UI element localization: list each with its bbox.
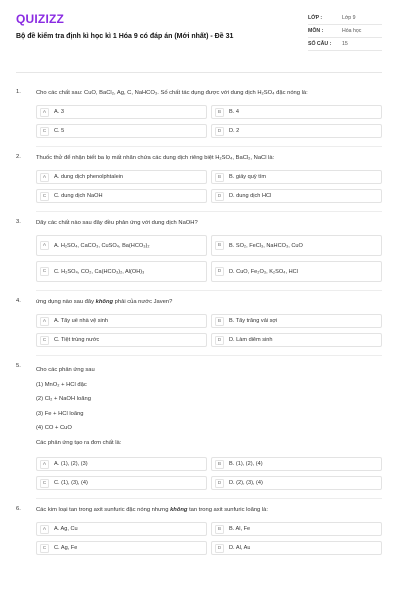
option-letter: D [215, 127, 224, 136]
option-letter: D [215, 267, 224, 276]
stem-emphasis: không [170, 507, 188, 513]
option-text: A. H₂SO₄, CaCO₃, CuSO₄, Ba(HCO₃)₂ [54, 242, 150, 249]
question-6 [16, 506, 382, 555]
option-a[interactable] [36, 170, 207, 184]
option-text: A. (1), (2), (3) [54, 461, 88, 467]
option-text: A. Tẩy uế nhà vệ sinh [54, 318, 109, 324]
answer-options [36, 235, 382, 282]
question-stem: Cho các phản ứng sau [36, 367, 95, 373]
answer-options [36, 457, 382, 490]
option-letter: D [215, 336, 224, 345]
question-divider [36, 355, 382, 356]
option-letter: B [215, 317, 224, 326]
question-stem [36, 298, 382, 307]
option-letter: C [40, 192, 49, 201]
answer-options [36, 314, 382, 347]
reaction-line: (4) CO + CuO [36, 425, 72, 431]
answer-options [36, 170, 382, 203]
option-a[interactable] [36, 314, 207, 328]
option-d[interactable] [211, 541, 382, 555]
option-text: C. dung dịch NaOH [54, 193, 103, 199]
option-text: C. Tiệt trùng nước [54, 337, 100, 343]
option-c[interactable] [36, 476, 207, 490]
question-divider [36, 498, 382, 499]
option-b[interactable] [211, 522, 382, 536]
option-text: C. Ag, Fe [54, 545, 78, 551]
option-d[interactable] [211, 124, 382, 138]
option-letter: D [215, 192, 224, 201]
option-letter: B [215, 241, 224, 250]
option-text: B. (1), (2), (4) [229, 461, 263, 467]
answer-options [36, 522, 382, 555]
meta-label: SỐ CÂU : [308, 41, 332, 47]
stem-text: tan trong axit sunfuric loãng là: [187, 507, 269, 513]
option-text: D. 2 [229, 128, 240, 134]
option-c[interactable] [36, 124, 207, 138]
option-text: D. (2), (3), (4) [229, 480, 263, 486]
meta-row-subject [308, 25, 382, 38]
option-d[interactable] [211, 333, 382, 347]
option-letter: B [215, 108, 224, 117]
option-text: D. Al, Au [229, 545, 251, 551]
option-letter: A [40, 173, 49, 182]
option-b[interactable] [211, 170, 382, 184]
option-text: A. Ag, Cu [54, 526, 78, 532]
option-text: C. 5 [54, 128, 65, 134]
option-letter: C [40, 479, 49, 488]
option-a[interactable] [36, 235, 207, 256]
option-letter: C [40, 544, 49, 553]
worksheet-title: Bộ đề kiểm tra định kì học kì 1 Hóa 9 có đáp án (Mới nhất) - Đề 31 [16, 33, 234, 40]
question-number: 6. [16, 506, 21, 512]
question-prompt: Các phản ứng tạo ra đơn chất là: [36, 439, 122, 446]
question-divider [36, 146, 382, 147]
option-letter: D [215, 479, 224, 488]
option-c[interactable] [36, 333, 207, 347]
option-letter: A [40, 525, 49, 534]
meta-label: MÔN : [308, 28, 324, 34]
worksheet-meta [308, 12, 382, 51]
option-letter: A [40, 241, 49, 250]
option-text: D. dung dịch HCl [229, 193, 272, 199]
option-text: C. (1), (3), (4) [54, 480, 88, 486]
option-a[interactable] [36, 522, 207, 536]
option-d[interactable] [211, 476, 382, 490]
option-b[interactable] [211, 105, 382, 119]
option-text: A. dung dịch phenolphtalein [54, 174, 124, 180]
meta-row-question-count [308, 38, 382, 51]
question-stem [36, 506, 382, 515]
option-letter: C [40, 267, 49, 276]
stem-emphasis: không [95, 299, 114, 305]
option-letter: B [215, 460, 224, 469]
meta-value: 15 [342, 41, 348, 47]
option-text: B. Al, Fe [229, 526, 251, 532]
option-c[interactable] [36, 541, 207, 555]
question-number: 4. [16, 298, 21, 304]
reaction-line: (1) MnO₂ + HCl đặc [36, 381, 87, 388]
question-number: 3. [16, 219, 21, 225]
meta-row-class [308, 12, 382, 25]
question-number: 2. [16, 154, 21, 160]
stem-text: Các kim loại tan trong axit sunfuric đặc nóng nhưng [36, 507, 171, 513]
option-text: D. Làm diêm sinh [229, 337, 273, 343]
option-text: B. SO₂, FeCl₃, NaHCO₃, CuO [229, 242, 303, 249]
question-5 [16, 363, 382, 499]
reaction-line: (3) Fe + HCl loãng [36, 410, 84, 417]
option-letter: A [40, 317, 49, 326]
option-text: A. 3 [54, 109, 64, 115]
option-letter: C [40, 127, 49, 136]
stem-text: ứng dụng nào sau đây [36, 299, 96, 305]
question-stem: Dãy các chất nào sau đây đều phản ứng với dung dịch NaOH? [36, 220, 198, 226]
answer-options [36, 105, 382, 138]
meta-label: LỚP : [308, 15, 323, 21]
option-b[interactable] [211, 457, 382, 471]
option-a[interactable] [36, 457, 207, 471]
option-text: B. giấy quỳ tím [229, 174, 266, 180]
option-letter: A [40, 460, 49, 469]
option-a[interactable] [36, 105, 207, 119]
meta-value: Hóa học [342, 28, 362, 34]
question-number: 1. [16, 89, 21, 95]
question-3 [16, 219, 382, 291]
option-c[interactable] [36, 189, 207, 203]
option-letter: B [215, 173, 224, 182]
option-letter: C [40, 336, 49, 345]
question-4 [16, 298, 382, 356]
reaction-line: (2) Cl₂ + NaOH loãng [36, 396, 91, 402]
worksheet-header [16, 10, 382, 66]
header-divider [16, 72, 382, 73]
option-letter: A [40, 108, 49, 117]
meta-value: Lớp 9 [342, 15, 356, 21]
question-2 [16, 154, 382, 212]
question-stem: Thuốc thử để nhận biết ba lọ mất nhãn chứa các dung dịch riêng biệt H₂SO₄, BaCl₂, NaCl là: [36, 155, 275, 161]
option-letter: B [215, 525, 224, 534]
question-divider [36, 211, 382, 212]
option-letter: D [215, 544, 224, 553]
question-stem: Cho các chất sau: CuO, BaCl₂, Ag, C, NaHCO₃. Số chất tác dụng được với dung dịch H₂SO₄ đặc nóng là: [36, 90, 308, 96]
option-b[interactable] [211, 235, 382, 256]
option-b[interactable] [211, 314, 382, 328]
option-d[interactable] [211, 189, 382, 203]
option-text: D. CuO, Fe₂O₃, K₂SO₄, HCl [229, 268, 298, 275]
quizizz-logo: QUIZIZZ [16, 12, 65, 26]
option-c[interactable] [36, 261, 207, 282]
option-text: B. 4 [229, 109, 239, 115]
question-divider [36, 290, 382, 291]
stem-text: phải của nước Javen? [113, 299, 173, 305]
option-text: B. Tẩy trắng vải sợi [229, 318, 278, 324]
question-1 [16, 89, 382, 147]
option-text: C. H₂SO₄, CO₂, Ca(HCO₃)₂, Al(OH)₃ [54, 268, 145, 275]
question-number: 5. [16, 363, 21, 369]
option-d[interactable] [211, 261, 382, 282]
